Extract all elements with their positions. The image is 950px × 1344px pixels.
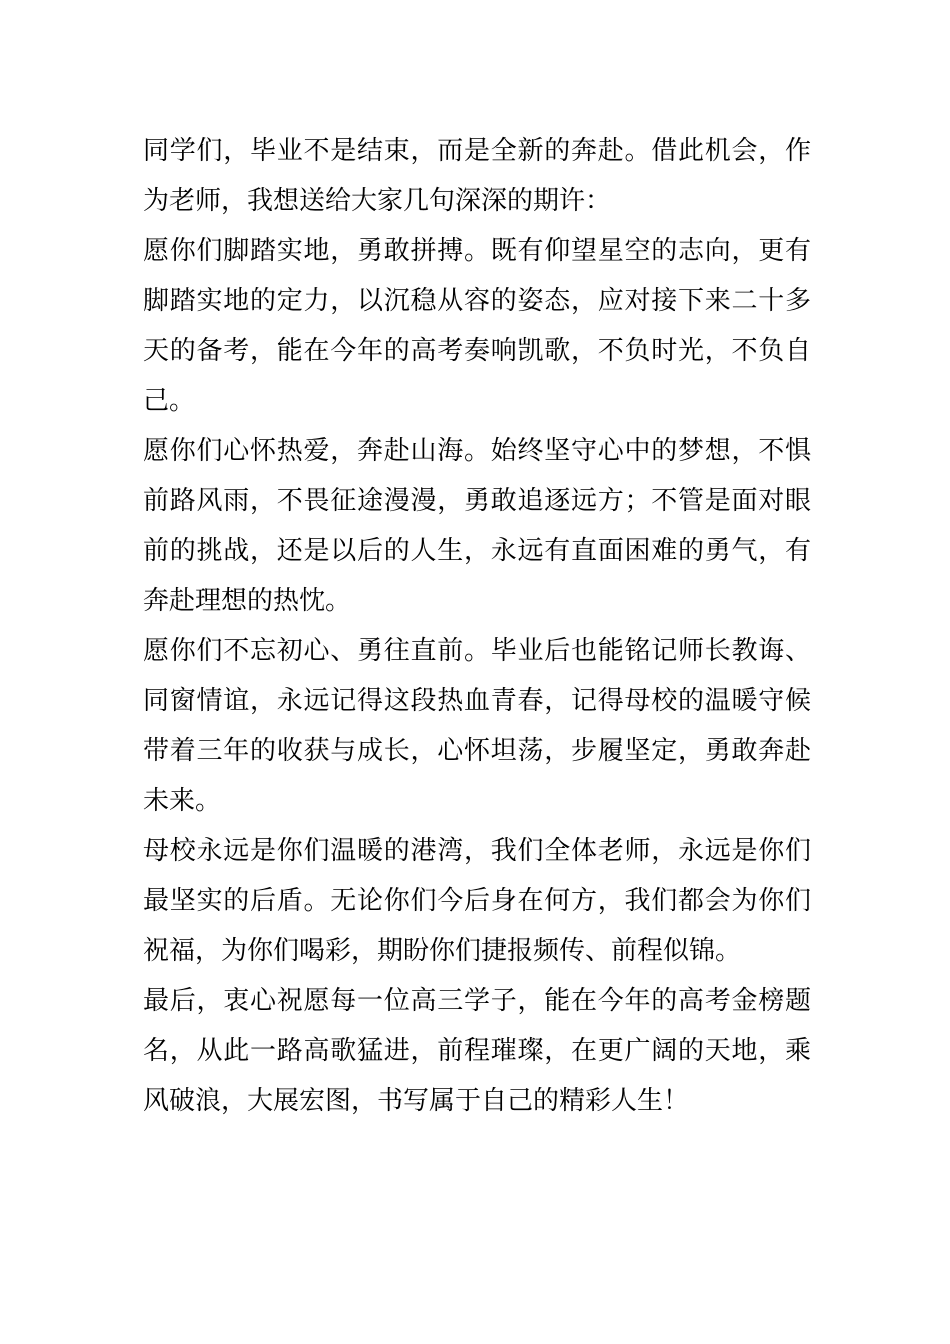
paragraph-closing-blessing: 最后，衷心祝愿每一位高三学子，能在今年的高考金榜题名，从此一路高歌猛进，前程璀璨，在更广阔的天地，乘风破浪，大展宏图，书写属于自己的精彩人生！ bbox=[143, 986, 811, 1116]
paragraph-wish-diligence: 愿你们脚踏实地，勇敢拼搏。既有仰望星空的志向，更有脚踏实地的定力，以沉稳从容的姿态，应对接下来二十多天的备考，能在今年的高考奏响凯歌，不负时光，不负自己。 bbox=[143, 236, 811, 416]
paragraph-school-support: 母校永远是你们温暖的港湾，我们全体老师，永远是你们最坚实的后盾。无论你们今后身在何方，我们都会为你们祝福，为你们喝彩，期盼你们捷报频传、前程似锦。 bbox=[143, 836, 811, 966]
paragraph-wish-original-aspiration: 愿你们不忘初心、勇往直前。毕业后也能铭记师长教诲、同窗情谊，永远记得这段热血青春，记得母校的温暖守候带着三年的收获与成长，心怀坦荡，步履坚定，勇敢奔赴未来。 bbox=[143, 636, 811, 816]
document-body bbox=[143, 126, 811, 1126]
paragraph-wish-passion: 愿你们心怀热爱，奔赴山海。始终坚守心中的梦想，不惧前路风雨，不畏征途漫漫，勇敢追逐远方；不管是面对眼前的挑战，还是以后的人生，永远有直面困难的勇气，有奔赴理想的热忱。 bbox=[143, 436, 811, 616]
paragraph-opening: 同学们，毕业不是结束，而是全新的奔赴。借此机会，作为老师，我想送给大家几句深深的期许： bbox=[143, 136, 811, 216]
